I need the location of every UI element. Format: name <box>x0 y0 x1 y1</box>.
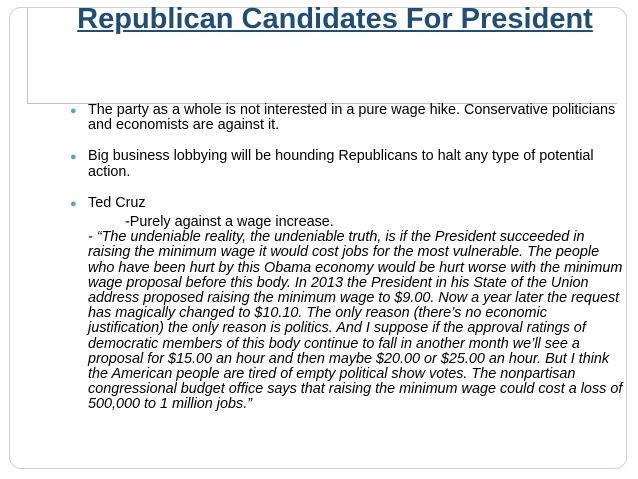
slide-title: Republican Candidates For President <box>77 3 593 35</box>
bullet-icon: ● <box>70 197 77 210</box>
bullet-item <box>70 149 625 179</box>
bullet-text: The party as a whole is not interested in a pure wage hike. Conservative politicians and economists are against it. <box>88 102 616 134</box>
bullet-icon: ● <box>70 105 77 117</box>
bullet-icon: ● <box>70 151 77 164</box>
bullet-item <box>70 196 625 211</box>
title-divider-vertical <box>27 8 28 103</box>
bullet-text: Big business lobbying will be hounding Republicans to halt any type of potential action. <box>88 148 594 180</box>
slide-content <box>70 103 625 413</box>
bullet-item <box>70 103 625 133</box>
bullet-text: Ted Cruz <box>88 194 146 211</box>
ted-cruz-quote: - “The undeniable reality, the undeniable truth, is if the President succeeded in raising the minimum wage it would cost jobs for the most vulnerable. The people who have been hurt by this Obama economy would be hurt worse with the minimum wage proposal before this body. In 2013 the President in his State of the Union address proposed raising the minimum wage to $9.00. Now a year later the request has magically changed to $10.10. The only reason (there’s no economic justification) the only reason is politics. And I suppose if the approval ratings of democratic members of this body continue to fall in another month we’ll see a proposal for $15.00 an hour and then maybe $20.00 or $25.00 an hour. But I think the American people are tired of empty political show votes. The nonpartisan congressional budget office says that raising the minimum wage could cost a loss of 500,000 to 1 million jobs.” <box>88 229 627 413</box>
ted-cruz-note: -Purely against a wage increase. <box>125 214 334 231</box>
